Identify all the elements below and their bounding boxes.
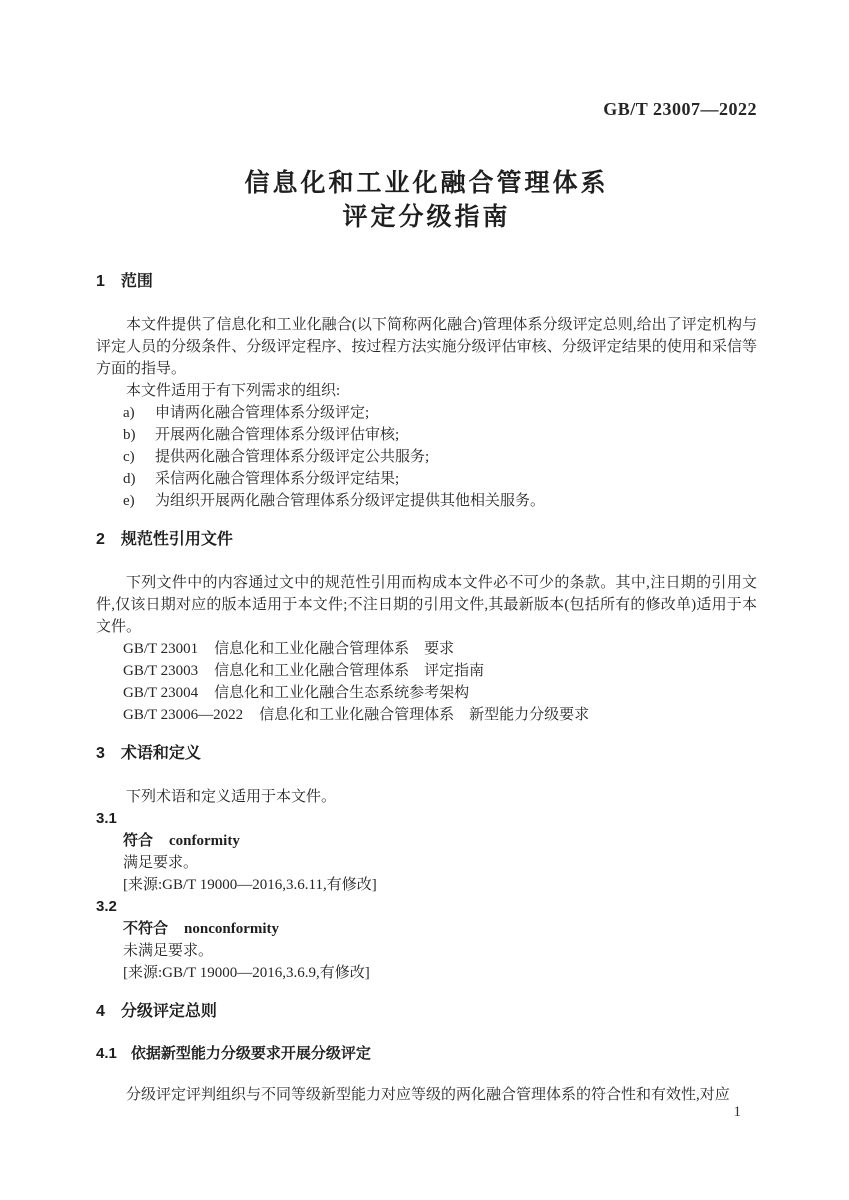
list-item-b <box>123 424 757 446</box>
term-2-definition: 未满足要求。 <box>123 943 214 959</box>
list-marker-a: a) <box>123 405 135 421</box>
section-1-number: 1 <box>96 273 105 290</box>
page-number: 1 <box>733 1104 741 1120</box>
section-2-heading <box>96 530 757 550</box>
section-3-paragraph-1: 下列术语和定义适用于本文件。 <box>126 789 337 805</box>
list-item-c <box>123 446 757 468</box>
reference-4-code: GB/T 23006—2022 <box>123 707 244 723</box>
list-marker-e: e) <box>123 493 135 509</box>
list-item-d <box>123 468 757 490</box>
document-title <box>96 166 757 234</box>
term-2-zh: 不符合 <box>123 920 169 937</box>
reference-4-name: 信息化和工业化融合管理体系 新型能力分级要求 <box>259 707 590 723</box>
term-1-zh: 符合 <box>123 832 154 849</box>
term-1-name <box>123 830 757 852</box>
section-3-heading <box>96 744 757 764</box>
section-4-title: 分级评定总则 <box>120 1003 217 1020</box>
section-1-title: 范围 <box>120 273 153 290</box>
list-item-a <box>123 402 757 424</box>
term-1-id: 3.1 <box>96 810 117 827</box>
document-title-line-1: 信息化和工业化融合管理体系 <box>244 169 609 197</box>
section-4-number: 4 <box>96 1003 105 1020</box>
section-4-1-heading <box>96 1044 757 1064</box>
reference-3-name: 信息化和工业化融合生态系统参考架构 <box>214 685 470 701</box>
term-1-definition: 满足要求。 <box>123 855 199 871</box>
section-2-paragraph-1: 下列文件中的内容通过文中的规范性引用而构成本文件必不可少的条款。其中,注日期的引用文件,仅该日期对应的版本适用于本文件;不注日期的引用文件,其最新版本(包括所有的修改单)适用于本文件。 <box>96 575 757 635</box>
reference-4 <box>123 704 757 726</box>
reference-1-code: GB/T 23001 <box>123 641 199 657</box>
term-2-en: nonconformity <box>184 921 280 937</box>
list-marker-b: b) <box>123 427 136 443</box>
reference-2 <box>123 660 757 682</box>
section-4-1-number: 4.1 <box>96 1045 117 1062</box>
section-3-number: 3 <box>96 745 105 762</box>
section-1-paragraph-2: 本文件适用于有下列需求的组织: <box>126 383 341 399</box>
list-text-c: 提供两化融合管理体系分级评定公共服务; <box>155 449 430 465</box>
term-2-name <box>123 918 757 940</box>
term-2-id: 3.2 <box>96 898 117 915</box>
section-2-title: 规范性引用文件 <box>120 531 233 548</box>
section-1-paragraph-1: 本文件提供了信息化和工业化融合(以下简称两化融合)管理体系分级评定总则,给出了评定机构与评定人员的分级条件、分级评定程序、按过程方法实施分级评估审核、分级评定结果的使用和采信等方面的指导。 <box>96 317 757 377</box>
document-title-line-2: 评定分级指南 <box>342 203 511 231</box>
reference-2-code: GB/T 23003 <box>123 663 199 679</box>
list-marker-c: c) <box>123 449 135 465</box>
standard-code: GB/T 23007—2022 <box>603 99 757 119</box>
reference-1 <box>123 638 757 660</box>
term-1-en: conformity <box>169 833 240 849</box>
section-4-heading <box>96 1002 757 1022</box>
section-3-title: 术语和定义 <box>120 745 201 762</box>
reference-3-code: GB/T 23004 <box>123 685 199 701</box>
section-1-heading <box>96 272 757 292</box>
reference-2-name: 信息化和工业化融合管理体系 评定指南 <box>214 663 485 679</box>
list-text-b: 开展两化融合管理体系分级评估审核; <box>155 427 400 443</box>
list-marker-d: d) <box>123 471 136 487</box>
page-content <box>96 0 757 1106</box>
list-text-d: 采信两化融合管理体系分级评定结果; <box>155 471 400 487</box>
section-4-paragraph-1: 分级评定评判组织与不同等级新型能力对应等级的两化融合管理体系的符合性和有效性,对应 <box>126 1087 730 1103</box>
list-text-e: 为组织开展两化融合管理体系分级评定提供其他相关服务。 <box>155 493 546 509</box>
section-4-1-title: 依据新型能力分级要求开展分级评定 <box>130 1045 371 1062</box>
section-2-number: 2 <box>96 531 105 548</box>
list-text-a: 申请两化融合管理体系分级评定; <box>155 405 370 421</box>
reference-3 <box>123 682 757 704</box>
term-2-source: [来源:GB/T 19000—2016,3.6.9,有修改] <box>123 965 370 981</box>
term-1-source: [来源:GB/T 19000—2016,3.6.11,有修改] <box>123 877 377 893</box>
list-item-e <box>123 490 757 512</box>
reference-1-name: 信息化和工业化融合管理体系 要求 <box>214 641 455 657</box>
